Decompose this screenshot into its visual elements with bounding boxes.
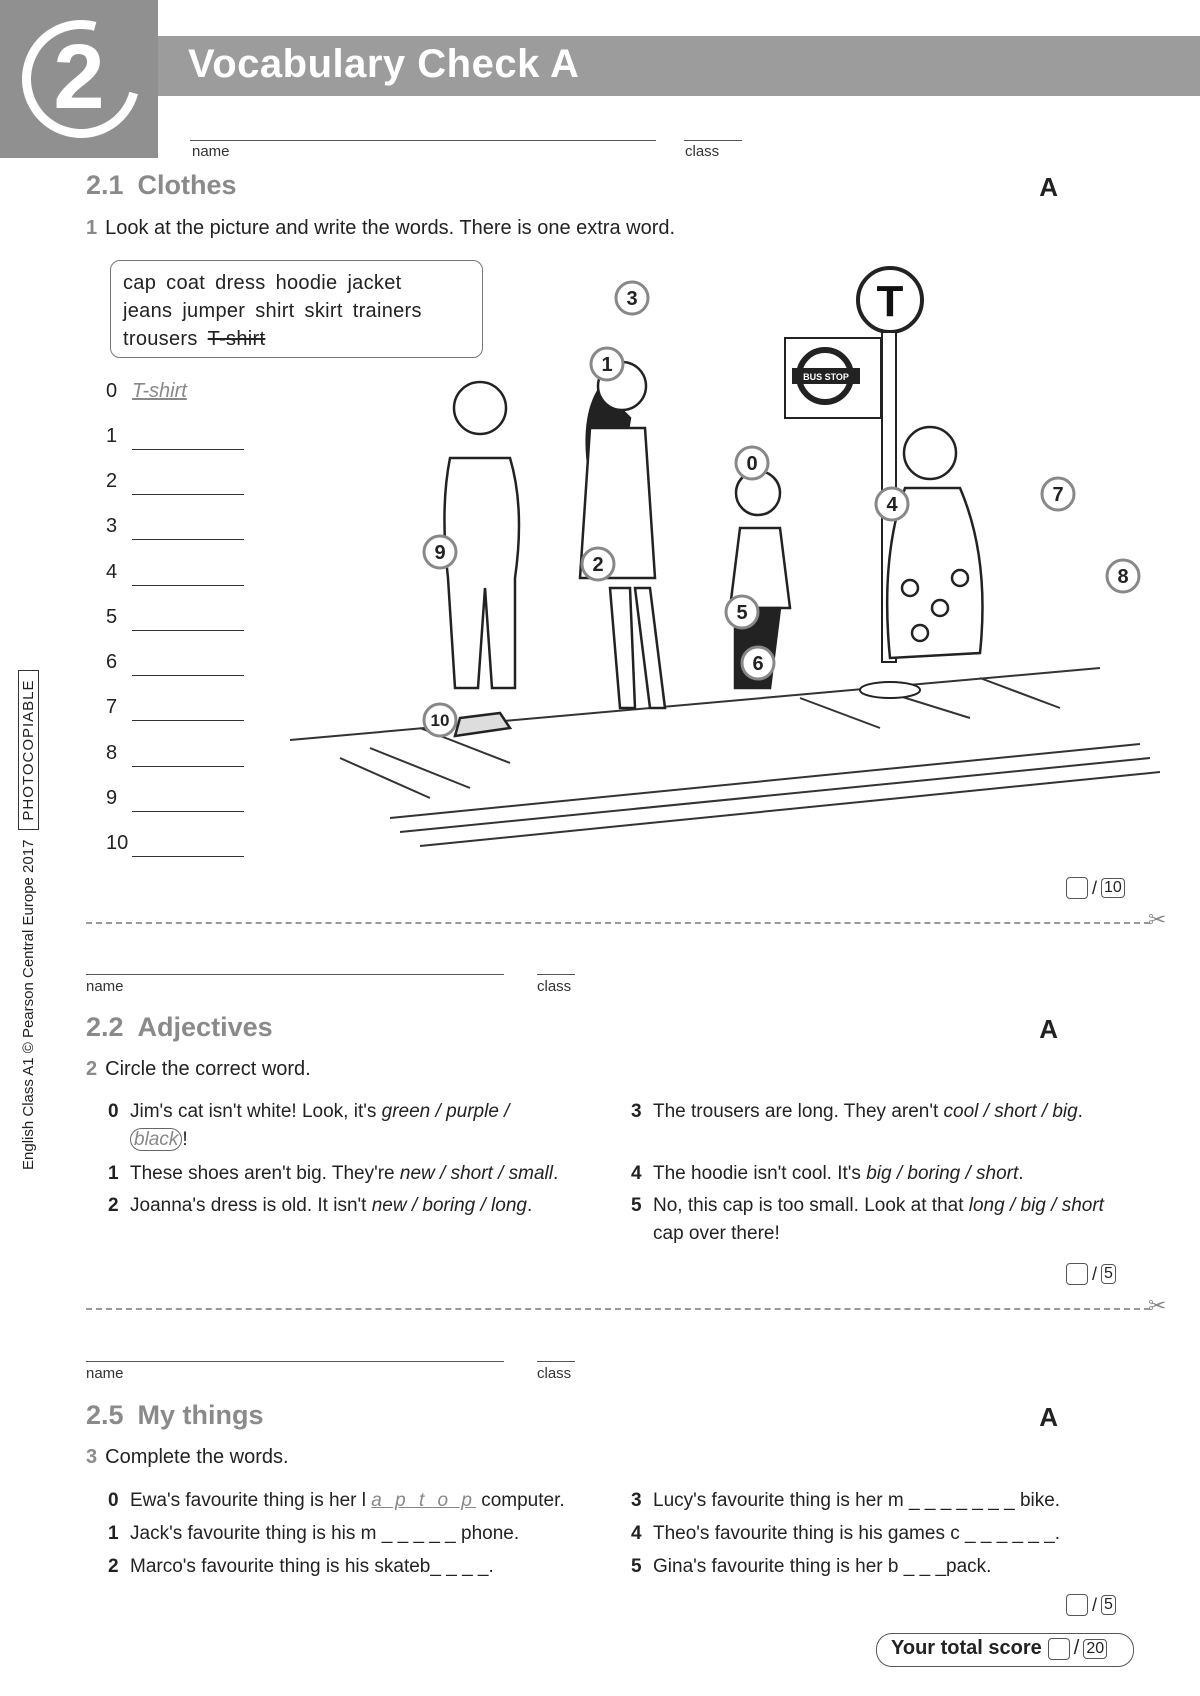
section-heading-clothes [86,170,237,201]
svg-text:5: 5 [736,602,748,624]
instruction-number: 1 [86,217,98,239]
score-box-section-3: / 5 [1066,1594,1116,1616]
callout-1 [591,348,623,380]
example-answer: T-shirt [132,380,187,402]
answer-row[interactable] [106,651,246,681]
figure-woman [887,427,982,658]
answer-options[interactable]: new / short / small [399,1163,553,1184]
title-bar [158,36,1200,96]
total-score-max: 20 [1083,1639,1107,1659]
callout-9 [424,536,456,568]
answer-blank[interactable] [132,494,244,495]
callout-4 [876,488,908,520]
svg-text:2: 2 [592,554,604,576]
name-label: name [86,1365,124,1382]
svg-text:0: 0 [746,453,758,475]
class-field[interactable] [537,1361,575,1362]
callout-2 [582,548,614,580]
callout-7 [1042,478,1074,510]
pavement [290,668,1160,846]
answer-options[interactable]: new / boring / long [371,1195,527,1216]
page-title: Vocabulary Check A [188,42,580,86]
answer-row[interactable] [106,696,246,726]
word-bank-item: jacket [347,272,402,294]
cut-line [86,1308,1150,1310]
word-bank-item: dress [215,272,266,294]
name-label: name [86,978,124,995]
class-label: class [685,143,720,160]
svg-text:8: 8 [1117,566,1129,588]
circled-answer[interactable]: black [130,1128,182,1151]
answer-number: 10 [106,832,129,854]
answer-row[interactable] [106,832,246,862]
answer-blank[interactable] [132,449,244,450]
word-bank-item: shirt [255,300,295,322]
bus-stop-roundel-text: BUS STOP [803,372,849,382]
answer-number: 2 [106,470,118,492]
section-heading-adjectives [86,1012,273,1043]
answer-row-example [106,380,246,410]
photocopiable-label: PHOTOCOPIABLE [18,670,39,829]
instruction-1 [86,217,675,240]
svg-text:7: 7 [1052,484,1064,506]
answer-options[interactable]: long / big / short [968,1195,1104,1216]
section-title: Clothes [137,170,237,200]
score-input[interactable] [1066,877,1088,899]
side-copyright [20,670,37,1170]
figure-girl [580,362,665,708]
svg-text:3: 3 [626,288,638,310]
answer-number: 3 [106,515,118,537]
score-box-section-1: / 10 [1066,877,1125,899]
instruction-text: Circle the correct word. [105,1058,311,1080]
callout-10 [424,704,456,736]
word-bank-item: skirt [304,300,343,322]
answer-blank[interactable] [132,630,244,631]
svg-text:1: 1 [601,354,613,376]
callout-3 [616,282,648,314]
score-input[interactable] [1066,1263,1088,1285]
total-score-label: Your total score [891,1637,1042,1659]
score-total: 10 [1101,878,1125,898]
instruction-2 [86,1058,311,1081]
instruction-text: Look at the picture and write the words. There is one extra word. [105,217,676,239]
total-score-input[interactable] [1048,1638,1070,1660]
callout-6 [742,647,774,679]
section-heading-my-things [86,1400,264,1431]
clothes-illustration [280,258,1160,848]
name-field[interactable] [86,974,504,975]
svg-text:10: 10 [430,711,450,730]
class-label: class [537,978,572,995]
callout-8 [1107,560,1139,592]
word-bank-item: cap [123,272,157,294]
answer-number: 1 [106,425,118,447]
answer-number: 5 [106,606,118,628]
answer-blank[interactable] [132,539,244,540]
unit-number: 2 [53,26,105,128]
answer-options[interactable]: cool / short / big [943,1101,1078,1122]
answer-number: 6 [106,651,118,673]
word-bank-item: hoodie [275,272,338,294]
answer-number: 8 [106,742,118,764]
score-total: 5 [1101,1264,1116,1284]
answer-number: 0 [106,380,118,402]
version-letter: A [1039,1014,1058,1044]
answer-row[interactable] [106,742,246,772]
answer-blank[interactable] [132,856,244,857]
word-bank-item: trainers [352,300,422,322]
section-number: 2.1 [86,170,124,200]
example-answer: a p t o p [371,1490,476,1511]
word-bank-item: jeans [123,300,173,322]
answer-blank[interactable] [132,675,244,676]
instruction-3 [86,1446,289,1469]
instruction-number: 3 [86,1446,98,1468]
word-bank-item: coat [166,272,206,294]
section-number: 2.2 [86,1012,124,1042]
answer-number: 4 [106,561,118,583]
score-total: 5 [1101,1595,1116,1615]
answer-number: 7 [106,696,118,718]
section-number: 2.5 [86,1400,124,1430]
total-score-box: Your total score / 20 [876,1633,1134,1667]
word-bank-struck-item: T-shirt [207,328,266,350]
answer-row[interactable] [106,470,246,500]
scissors-icon: ✂ [1148,907,1167,932]
answer-blank[interactable] [132,585,244,586]
instruction-text: Complete the words. [105,1446,289,1468]
section-title: Adjectives [137,1012,273,1042]
answer-row[interactable] [106,787,246,817]
unit-badge [0,0,158,158]
svg-text:9: 9 [434,542,446,564]
bus-stop-sign-letter: T [876,277,904,326]
answer-row[interactable] [106,515,246,545]
answer-blank[interactable] [132,720,244,721]
word-bank-item: jumper [182,300,246,322]
answer-options[interactable]: big / boring / short [866,1163,1019,1184]
version-letter: A [1039,1402,1058,1432]
scissors-icon: ✂ [1148,1293,1167,1318]
name-field[interactable] [86,1361,504,1362]
svg-text:6: 6 [752,653,764,675]
answer-blank[interactable] [132,766,244,767]
name-field[interactable] [190,140,656,141]
callout-0 [736,447,768,479]
answer-number: 9 [106,787,118,809]
svg-text:4: 4 [886,494,898,516]
class-field[interactable] [537,974,575,975]
callouts [424,282,1139,736]
answer-blank[interactable] [132,811,244,812]
class-label: class [537,1365,572,1382]
copyright-text: English Class A1 © Pearson Central Europe 2017 [20,839,37,1170]
cut-line [86,922,1150,924]
instruction-number: 2 [86,1058,98,1080]
callout-5 [726,596,758,628]
class-field[interactable] [684,140,742,141]
answer-row[interactable] [106,606,246,636]
score-input[interactable] [1066,1594,1088,1616]
version-letter: A [1039,172,1058,202]
answer-row[interactable] [106,425,246,455]
section-title: My things [137,1400,264,1430]
word-bank-item: trousers [123,328,198,350]
answer-row[interactable] [106,561,246,591]
name-label: name [192,143,230,160]
score-box-section-2: / 5 [1066,1263,1116,1285]
